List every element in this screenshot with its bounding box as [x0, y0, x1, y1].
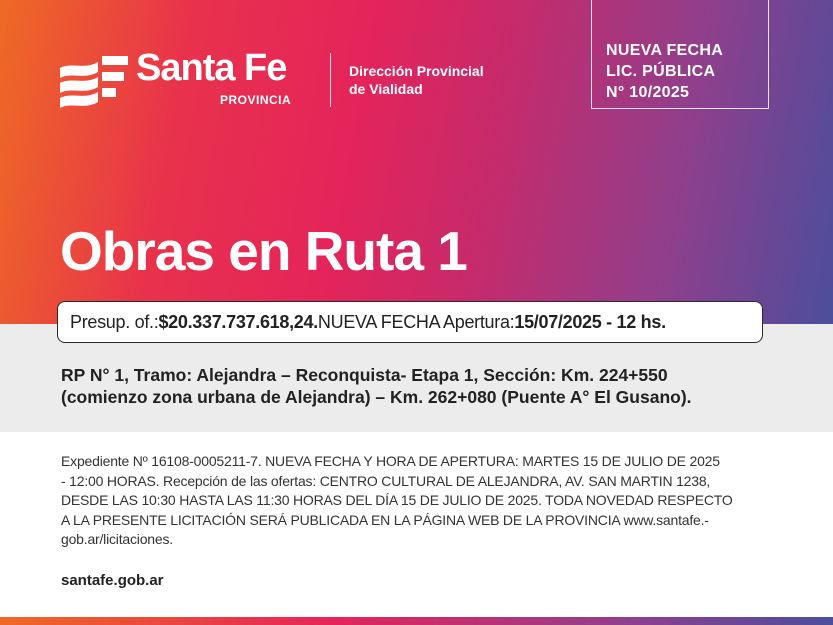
budget-amount: $20.337.737.618,24. [158, 311, 318, 332]
bottom-gradient-strip [0, 617, 833, 625]
badge-line-2: LIC. PÚBLICA [606, 63, 716, 80]
legal-line-4: A LA PRESENTE LICITACIÓN SERÁ PUBLICADA EN LA PÁGINA WEB DE LA PROVINCIA www.santafe.- [61, 511, 709, 528]
route-line-1: RP N° 1, Tramo: Alejandra – Reconquista- Etapa 1, Sección: Km. 224+550 [61, 365, 668, 385]
brand-name: Santa Fe [136, 47, 287, 89]
agency-name [349, 62, 484, 98]
legal-line-5: gob.ar/licitaciones. [61, 531, 173, 547]
opening-label: NUEVA FECHA Apertura: [317, 311, 515, 332]
agency-line-1: Dirección Provincial [349, 63, 484, 79]
brand-subtitle: PROVINCIA [220, 93, 292, 107]
route-description [61, 364, 773, 408]
website-link[interactable]: santafe.gob.ar [61, 572, 164, 589]
legal-line-1: Expediente Nº 16108-0005211-7. NUEVA FECHA Y HORA DE APERTURA: MARTES 15 DE JULIO DE 2025 [61, 453, 720, 469]
badge-line-1: NUEVA FECHA [606, 42, 724, 59]
legal-line-2: - 12:00 HORAS. Recepción de las ofertas: CENTRO CULTURAL DE ALEJANDRA, AV. SAN MARTIN 1238, [61, 472, 711, 489]
brand-divider [330, 53, 331, 107]
route-line-2: (comienzo zona urbana de Alejandra) – Km. 262+080 (Puente A° El Gusano). [61, 387, 692, 407]
legal-text [61, 452, 773, 550]
opening-value: 15/07/2025 - 12 hs. [514, 311, 666, 332]
santa-fe-logo-icon [58, 50, 130, 110]
budget-label: Presup. of.: [70, 311, 159, 332]
budget-box [57, 301, 763, 343]
badge-line-3: N° 10/2025 [606, 84, 690, 101]
new-date-badge [591, 0, 769, 109]
legal-line-3: DESDE LAS 10:30 HASTA LAS 11:30 HORAS DEL DÍA 15 DE JULIO DE 2025. TODA NOVEDAD RESPECTO [61, 492, 733, 508]
agency-line-2: de Vialidad [349, 81, 423, 97]
headline: Obras en Ruta 1 [60, 220, 467, 282]
